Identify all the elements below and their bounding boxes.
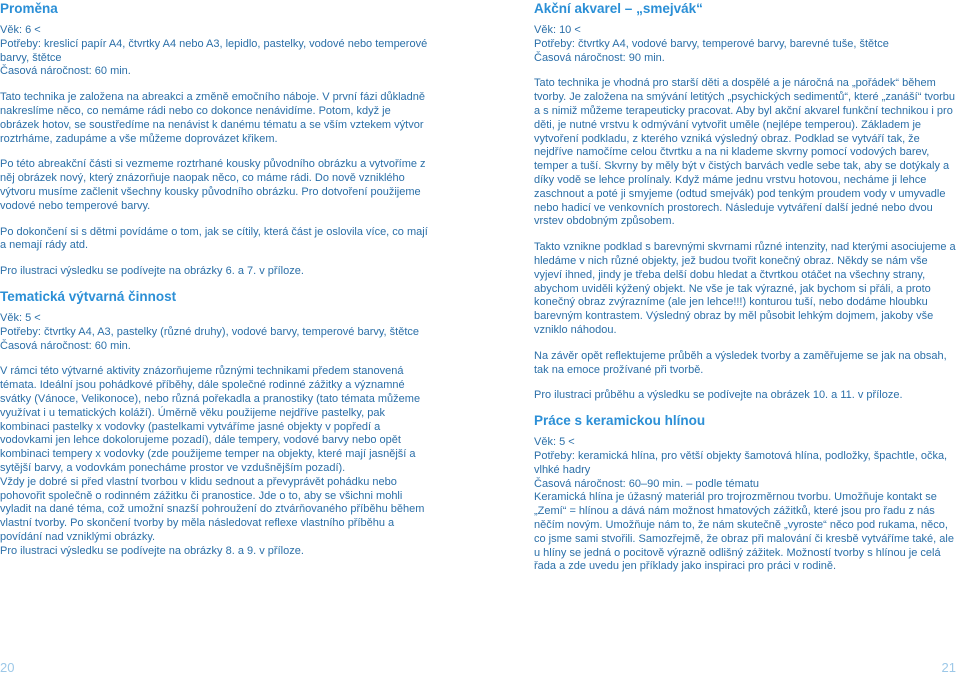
paragraph: Pro ilustraci výsledku se podívejte na obrázky 8. a 9. v příloze.	[0, 544, 304, 557]
time-line: Časová náročnost: 60 min.	[0, 339, 131, 352]
paragraph: Tato technika je vhodná pro starší děti a dospělé a je náročná na „pořádek“ během tvorby. Je založena na smývání letitých „psychických sedimentů“, které „zanáší“ tvorbu a s nimiž můžeme terapeuticky pracovat. Aby byl akční akvarel funkční technikou i pro děti, je nutné vrstvu k odmývání vytvořit uměle (nejlépe temperou). Základem je vytvoření podkladu, z kterého vzniká výsledný obraz. Podklad se vytváří tak, že nejdříve namočíme celou čtvrtku a na ni klademe skvrny pomocí vodových barev, temper a tuší. Skvrny by měly být v čistých barvách vedle sebe tak, aby se dotýkaly a díky vodě se lehce prolínaly. Když máme jednu vrstvu hotovou, necháme ji lehce zaschnout a poté ji smyjeme (odtud smejvák) pod tenkým proudem vody v umyvadle nebo hadicí ve venkovních prostorech. Následuje vytváření další jedné nebo dvou vrstev obdobným způsobem.	[534, 77, 956, 228]
section-title-tematicka: Tematická výtvarná činnost	[0, 288, 177, 304]
paragraph: Po této abreakční části si vezmeme roztrhané kousky původního obrázku a vytvoříme z něj obrázek nový, který znázorňuje naopak něco, co máme rádi. Do nově vzniklého výtvoru musíme začlenit všechny kousky původního obrázku. Pro dotvoření použijeme vodové nebo temperové barvy.	[0, 158, 426, 212]
paragraph: Na závěr opět reflektujeme průběh a výsledek tvorby a zaměřujeme se jak na obsah, tak na emoce prožívané při tvorbě.	[534, 349, 947, 376]
age-line: Věk: 5 <	[0, 311, 41, 324]
materials-line: Potřeby: kreslicí papír A4, čtvrtky A4 nebo A3, lepidlo, pastelky, vodové nebo temperové barvy, štětce	[0, 37, 428, 64]
age-line: Věk: 6 <	[0, 24, 41, 36]
materials-line: Potřeby: keramická hlína, pro větší objekty šamotová hlína, podložky, špachtle, očka, vlhké hadry	[534, 449, 948, 476]
section-title-akcni-akvarel: Akční akvarel – „smejvák“	[534, 1, 703, 16]
time-line: Časová náročnost: 90 min.	[534, 51, 665, 64]
section-title-promena: Proměna	[0, 1, 58, 16]
paragraph: Po dokončení si s dětmi povídáme o tom, jak se cítily, která část je oslovila více, co mají a nemají rády atd.	[0, 225, 428, 252]
age-line: Věk: 5 <	[534, 436, 575, 449]
age-line: Věk: 10 <	[534, 24, 581, 36]
paragraph: V rámci této výtvarné aktivity znázorňujeme různými technikami předem stanovená témata. Ideální jsou pohádkové příběhy, dále společné rodinné zážitky a významné svátky (Vánoce, Velikonoce), nebo různá pořekadla a pranostiky (tato témata můžeme využívat i u tematických koláží). Úměrně věku použijeme nejdříve pastelky, pak kombinaci pastelky x vodovky (pastelkami vytváříme jasné objekty v popředí a vodovkami jen lehce dokolorujeme pozadí), dále tempery, vodové barvy nebo opět kombinaci tempery x vodovky (zde použijeme temper na objekty, které mají jasnější a sytější barvy, a vodovkám ponecháme prostor ve vzdušnějším pozadí).	[0, 365, 421, 474]
time-line: Časová náročnost: 60 min.	[0, 65, 131, 78]
page-number-right: 21	[941, 660, 956, 675]
materials-line: Potřeby: čtvrtky A4, A3, pastelky (různé druhy), vodové barvy, temperové barvy, štětce	[0, 325, 419, 338]
paragraph: Pro ilustraci průběhu a výsledku se podívejte na obrázek 10. a 11. v příloze.	[534, 389, 903, 402]
paragraph: Tato technika je založena na abreakci a změně emočního náboje. V první fázi důkladně nakreslíme něco, co nemáme rádi nebo co dokonce nenávidíme. Potom, když je obrázek hotov, se soustředíme na nenávist k danému tématu a se vším vztekem výtvor roztrháme, zadupáme a vše můžeme doprovázet křikem.	[0, 91, 425, 145]
paragraph: Vždy je dobré si před vlastní tvorbou v klidu sednout a převyprávět pohádku nebo pohovořit společně o rodinném zážitku či pranostice. Jde o to, aby se všichni mohli vyladit na dané téma, což umožní snazší pohroužení do ztvárňovaného příběhu během vlastní tvorby. Po skončení tvorby by měla následovat reflexe vlastního příběhu a povídání nad vzniklými obrázky.	[0, 475, 425, 543]
paragraph: Takto vznikne podklad s barevnými skvrnami různé intenzity, nad kterými asociujeme a hledáme v nich různé objekty, jež budou tvořit konečný obraz. Někdy se nám vše vyjeví ihned, jindy je třeba delší dobu hledat a čtvrtkou otáčet na všechny strany, abychom uviděli kýžený objekt. Ne vše je tak výrazné, jak bychom si přáli, a proto konečný obraz zvýrazníme (ale jen lehce!!!) konturou tuší, nebo dodáme hloubku barevným kontrastem. Výsledný obraz by měl působit lehkým dojmem, jakoby vše vzniklo náhodou.	[534, 241, 956, 336]
left-page	[0, 0, 430, 559]
page-number-left: 20	[0, 660, 15, 675]
section-title-keramicka-hlina: Práce s keramickou hlínou	[534, 413, 706, 429]
time-line: Časová náročnost: 60–90 min. – podle tématu	[534, 477, 760, 490]
right-page	[534, 0, 958, 574]
paragraph: Keramická hlína je úžasný materiál pro trojrozměrnou tvorbu. Umožňuje kontakt se „Zemí“ = hlínou a dává nám možnost hmatových zážitků, které jsou pro řadu z nás něčím novým. Umožňuje nám to, že nám skutečně „vyroste“ něco pod rukama, něco, co jsme sami stvořili. Samozřejmě, že obraz při malování či kresbě vytváříme také, ale u hlíny se jedná o pocitově výrazně odlišný zážitek. Možností tvorby s hlínou je celá řada a zde uvedu jen příklady jako inspiraci pro práci v rodině.	[534, 491, 954, 573]
paragraph: Pro ilustraci výsledku se podívejte na obrázky 6. a 7. v příloze.	[0, 265, 304, 278]
materials-line: Potřeby: čtvrtky A4, vodové barvy, temperové barvy, barevné tuše, štětce	[534, 37, 889, 50]
